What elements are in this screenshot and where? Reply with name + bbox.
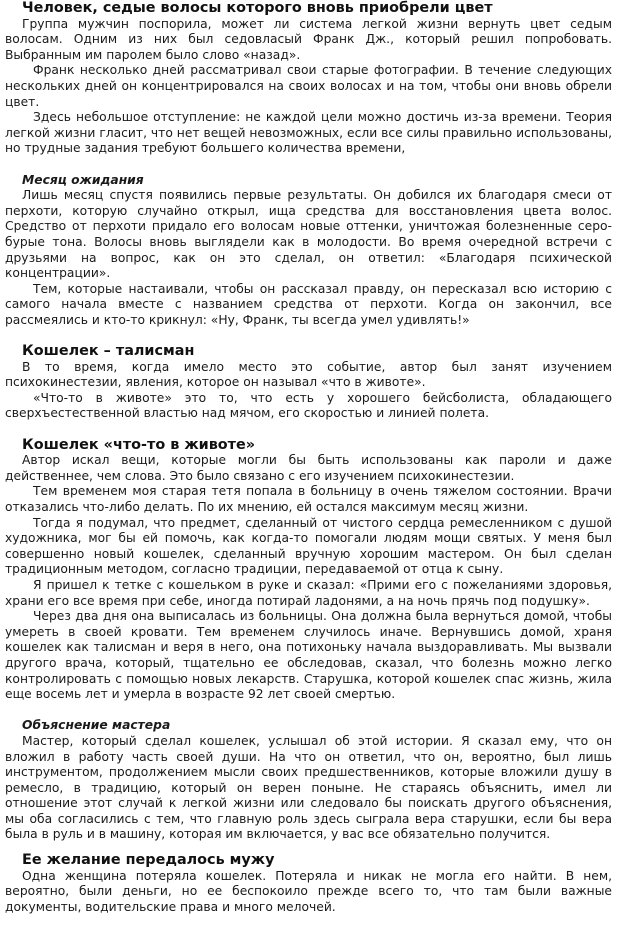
spacer [5,328,612,344]
spacer [5,422,612,438]
paragraph: Мастер, который сделал кошелек, услышал об этой истории. Я сказал ему, что он вложил в работу часть своей души. На что он ответил, что он, вероятно, был лишь инструментом, продолжением мысли своих предшественников, которые вложили душу в ремесло, в традицию, который он верен поныне. Не стараясь объяснить, имел ли отношение этот случай к легкой жизни или следовало бы поискать другого объяснения, мы оба согласились с тем, что главную роль здесь сыграла вера старушки, если бы вера была в руль и в машину, которая им включается, у вас все обязательно получится. [5,733,612,842]
section-heading-wish-husband: Ее желание передалось мужу [22,852,275,869]
paragraph: Здесь небольшое отступление: не каждой цели можно достичь из-за времени. Теория легкой жизни гласит, что нет вещей невозможных, если все силы правильно использованы, но трудные задания требуют большего количества времени, [5,110,612,156]
paragraph: Тем, которые настаивали, чтобы он рассказал правду, он пересказал всю историю с самого начала вместе с названием средства от перхоти. Когда он закончил, все рассмеялись и кто-то крикнул: «Ну, Франк, ты всегда умел удивлять!» [5,281,612,327]
paragraph: Лишь месяц спустя появились первые результаты. Он добился их благодаря смеси от перхоти, которую случайно открыл, ища средства для восстановления цвета волос. Средство от перхоти придало его волосам новые оттенки, уничтожая болезненные серо-бурые тона. Волосы вновь выглядели как в молодости. Во время очередной встречи с друзьями на вопрос, как он это сделал, он ответил: «Благодаря психической концентрации». [5,188,612,281]
paragraph: Через два дня она выписалась из больницы. Она должна была вернуться домой, чтобы умереть в своей кровати. Тем временем случилось иначе. Вернувшись домой, храня кошелек как талисман и веря в него, она потихоньку начала выздоравливать. Мы вызвали другого врача, который, тщательно ее обследовав, сказал, что болезнь можно легко контролировать с помощью новых лекарств. Старушка, которой кошелек спас жизнь, жила еще восемь лет и умерла в возрасте 92 лет своей смертью. [5,609,612,702]
section-heading-wallet-talisman: Кошелек – талисман [22,343,195,360]
paragraph: Франк несколько дней рассматривал свои старые фотографии. В течение следующих нескольких дней он концентрировался на своих волосах и на том, чтобы они вновь обрели цвет. [5,63,612,109]
spacer [5,703,612,719]
paragraph: Тогда я подумал, что предмет, сделанный от чистого сердца ремесленником с душой художника, мог бы ей помочь, как когда-то помогали людям мощи святых. У меня был совершенно новый кошелек, сделанный вручную хорошим мастером. Он был сделан традиционным методом, согласно традиции, передаваемой от отца к сыну. [5,515,612,577]
paragraph: Одна женщина потеряла кошелек. Потеряла и никак не могла его найти. В нем, вероятно, были деньги, но ее беспокоило прежде всего то, что там были важные документы, водительские права и много мелочей. [5,868,612,914]
section-heading-gray-hair: Человек, седые волосы которого вновь приобрели цвет [22,0,493,16]
paragraph: Я пришел к тетке с кошельком в руке и сказал: «Прими его с пожеланиями здоровья, храни его все время при себе, иногда потирай ладонями, а на ночь прячь под подушку». [5,577,612,608]
paragraph: «Что-то в животе» это то, что есть у хорошего бейсболиста, обладающего сверхъестественной властью над мячом, его скоростью и линией полета. [5,390,612,421]
spacer [5,157,612,173]
paragraph: Группа мужчин поспорила, может ли система легкой жизни вернуть цвет седым волосам. Одним из них был седовласый Франк Дж., который решил попробовать. Выбранным им паролем было слово «назад». [5,16,612,62]
subheading-master-explanation: Объяснение мастера [22,718,171,733]
section-heading-wallet-gut: Кошелек «что-то в животе» [22,436,256,453]
paragraph: Автор искал вещи, которые могли бы быть использованы как пароли и даже действеннее, чем слова. Это было связано с его изучением психокинестезии. [5,453,612,483]
paragraph: В то время, когда имело место это событие, автор был занят изучением психокинестезии, явления, которое он называл «что в животе». [5,359,612,390]
subheading-month-waiting: Месяц ожидания [22,172,144,187]
paragraph: Тем временем моя старая тетя попала в больницу в очень тяжелом состоянии. Врачи отказались что-либо делать. По их мнению, ей остался максимум месяц жизни. [5,484,612,514]
